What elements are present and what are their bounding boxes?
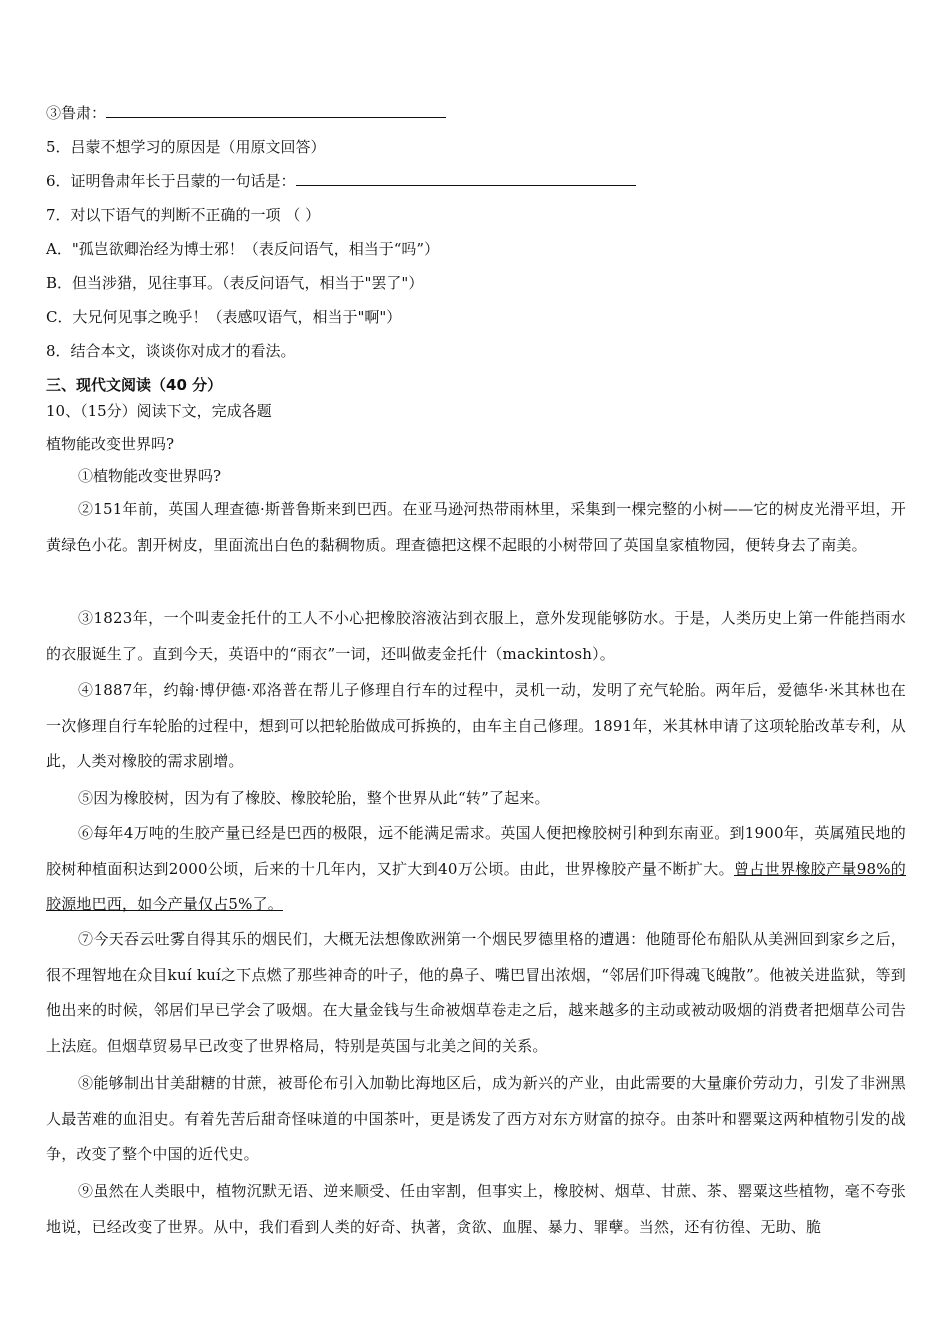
- paragraph-6-underlined: 曾占世界橡胶产量98%的胶源地巴西，如今产量仅占5%了。: [46, 859, 906, 913]
- question-7: 7．对以下语气的判断不正确的一项 （ ）: [46, 206, 321, 224]
- paragraph-8: ⑧能够制出甘美甜糖的甘蔗，被哥伦布引入加勒比海地区后，成为新兴的产业，由此需要的大量廉价劳动力，引发了非洲黑人最苦难的血泪史。有着先苦后甜奇怪味道的中国茶叶，更是诱发了西方对东方财富的掠夺。由茶叶和罂粟这两种植物引发的战争，改变了整个中国的近代史。: [46, 1074, 906, 1163]
- paragraph-3: ③1823年，一个叫麦金托什的工人不小心把橡胶溶液沾到衣服上，意外发现能够防水。于是，人类历史上第一件能挡雨水的衣服诞生了。直到今天，英语中的“雨衣”一词，还叫做麦金托什（mackintosh）。: [46, 609, 906, 663]
- question-10: 10、（15分）阅读下文，完成各题: [46, 402, 272, 420]
- paragraph-9: ⑨虽然在人类眼中，植物沉默无语、逆来顺受、任由宰割，但事实上，橡胶树、烟草、甘蔗、茶、罂粟这些植物，毫不夸张地说，已经改变了世界。从中，我们看到人类的好奇、执著，贪欲、血腥、暴力、罪孽。当然，还有彷徨、无助、脆: [46, 1182, 906, 1236]
- question-6-label: 6．证明鲁肃年长于吕蒙的一句话是：: [46, 172, 296, 190]
- paragraph-5: ⑤因为橡胶树，因为有了橡胶、橡胶轮胎，整个世界从此“转”了起来。: [78, 789, 550, 807]
- question-8: 8．结合本文，谈谈你对成才的看法。: [46, 342, 296, 360]
- paragraph-6-text: ⑥每年4万吨的生胶产量已经是巴西的极限，远不能满足需求。英国人便把橡胶树引种到东南亚。到1900年，英属殖民地的胶树种植面积达到2000公顷，后来的十几年内，又扩大到40万公顷。由此，世界橡胶产量不断扩大。: [46, 824, 906, 878]
- section-title: 三、现代文阅读（40 分）: [46, 376, 223, 394]
- paragraph-7: ⑦今天吞云吐雾自得其乐的烟民们，大概无法想像欧洲第一个烟民罗德里格的遭遇：他随哥伦布船队从美洲回到家乡之后，很不理智地在众目kuí kuí之下点燃了那些神奇的叶子，他的鼻子、嘴巴冒出浓烟，“邻居们吓得魂飞魄散”。他被关进监狱，等到他出来的时候，邻居们早已学会了吸烟。在大量金钱与生命被烟草卷走之后，越来越多的主动或被动吸烟的消费者把烟草公司告上法庭。但烟草贸易早已改变了世界格局，特别是英国与北美之间的关系。: [46, 930, 906, 1055]
- paragraph-1: ①植物能改变世界吗?: [78, 467, 222, 485]
- article-title: 植物能改变世界吗?: [46, 435, 175, 453]
- question-6: [46, 171, 636, 191]
- option-a: A．"孤岂欲卿治经为博士邪！（表反问语气，相当于“吗”）: [46, 240, 440, 258]
- paragraph-4: ④1887年，约翰·博伊德·邓洛普在帮儿子修理自行车的过程中，灵机一动，发明了充气轮胎。两年后，爱德华·米其林也在一次修理自行车轮胎的过程中，想到可以把轮胎做成可拆换的，由车主自己修理。1891年，米其林申请了这项轮胎改革专利，从此，人类对橡胶的需求剧增。: [46, 681, 906, 770]
- answer-blank-3[interactable]: [106, 103, 446, 118]
- question-3-label: ③鲁肃：: [46, 104, 107, 122]
- question-3-lusu: [46, 103, 446, 123]
- question-5: 5．吕蒙不想学习的原因是（用原文回答）: [46, 138, 326, 156]
- answer-blank-6[interactable]: [296, 171, 636, 186]
- paragraph-6: [46, 816, 906, 923]
- paragraph-2: ②151年前，英国人理查德·斯普鲁斯来到巴西。在亚马逊河热带雨林里，采集到一棵完整的小树——它的树皮光滑平坦，开黄绿色小花。割开树皮，里面流出白色的黏稠物质。理查德把这棵不起眼的小树带回了英国皇家植物园，便转身去了南美。: [46, 500, 906, 554]
- option-b: B．但当涉猎，见往事耳。（表反问语气，相当于"罢了"）: [46, 274, 424, 292]
- option-c: C．大兄何见事之晚乎！（表感叹语气，相当于"啊"）: [46, 308, 402, 326]
